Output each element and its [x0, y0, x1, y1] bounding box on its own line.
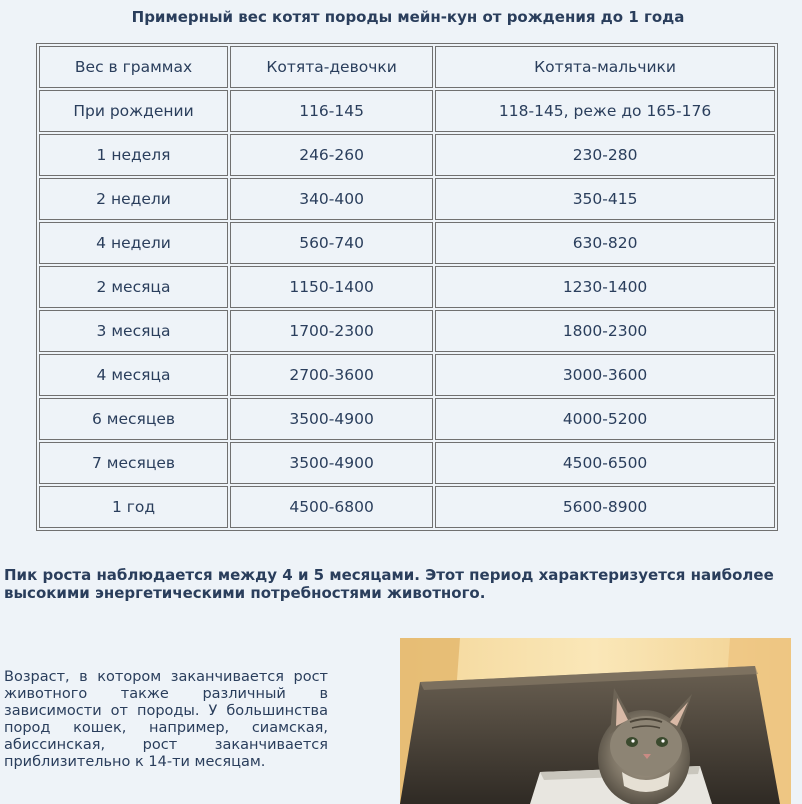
row-boys: 4000-5200 — [435, 398, 775, 440]
row-age: 1 неделя — [39, 134, 228, 176]
table-row — [39, 222, 775, 264]
row-girls: 560-740 — [230, 222, 433, 264]
growth-end-paragraph: Возраст, в котором заканчивается рост животного также различный в зависимости от породы. У большинства пород кошек, например, сиамская, абиссинская, рост заканчивается приблизительно к 14-ти месяцам. — [4, 669, 328, 770]
row-girls: 3500-4900 — [230, 442, 433, 484]
row-boys: 230-280 — [435, 134, 775, 176]
row-age: 4 недели — [39, 222, 228, 264]
page-title: Примерный вес котят породы мейн-кун от рождения до 1 года — [131, 8, 685, 26]
row-boys: 1800-2300 — [435, 310, 775, 352]
row-girls: 246-260 — [230, 134, 433, 176]
row-boys: 5600-8900 — [435, 486, 775, 528]
row-boys: 3000-3600 — [435, 354, 775, 396]
table-header-row — [39, 46, 775, 88]
header-boys: Котята-мальчики — [435, 46, 775, 88]
row-age: 2 недели — [39, 178, 228, 220]
table-row — [39, 310, 775, 352]
row-girls: 340-400 — [230, 178, 433, 220]
row-boys: 118-145, реже до 165-176 — [435, 90, 775, 132]
table-row — [39, 398, 775, 440]
header-weight: Вес в граммах — [39, 46, 228, 88]
table-row — [39, 266, 775, 308]
row-girls: 116-145 — [230, 90, 433, 132]
row-age: 3 месяца — [39, 310, 228, 352]
row-girls: 1700-2300 — [230, 310, 433, 352]
table-row — [39, 178, 775, 220]
row-age: 4 месяца — [39, 354, 228, 396]
row-age: При рождении — [39, 90, 228, 132]
row-age: 6 месяцев — [39, 398, 228, 440]
table-row — [39, 90, 775, 132]
table-row — [39, 442, 775, 484]
row-boys: 1230-1400 — [435, 266, 775, 308]
row-girls: 4500-6800 — [230, 486, 433, 528]
growth-peak-text: Пик роста наблюдается между 4 и 5 месяцами. Этот период характеризуется наиболее высокими энергетическими потребностями животного. — [4, 566, 774, 602]
row-girls: 1150-1400 — [230, 266, 433, 308]
weight-table — [36, 43, 778, 531]
row-boys: 630-820 — [435, 222, 775, 264]
row-age: 7 месяцев — [39, 442, 228, 484]
row-boys: 350-415 — [435, 178, 775, 220]
header-girls: Котята-девочки — [230, 46, 433, 88]
table-row — [39, 486, 775, 528]
row-age: 1 год — [39, 486, 228, 528]
row-boys: 4500-6500 — [435, 442, 775, 484]
kitten-photo — [400, 638, 791, 804]
row-age: 2 месяца — [39, 266, 228, 308]
table-row — [39, 134, 775, 176]
table-row — [39, 354, 775, 396]
row-girls: 3500-4900 — [230, 398, 433, 440]
row-girls: 2700-3600 — [230, 354, 433, 396]
